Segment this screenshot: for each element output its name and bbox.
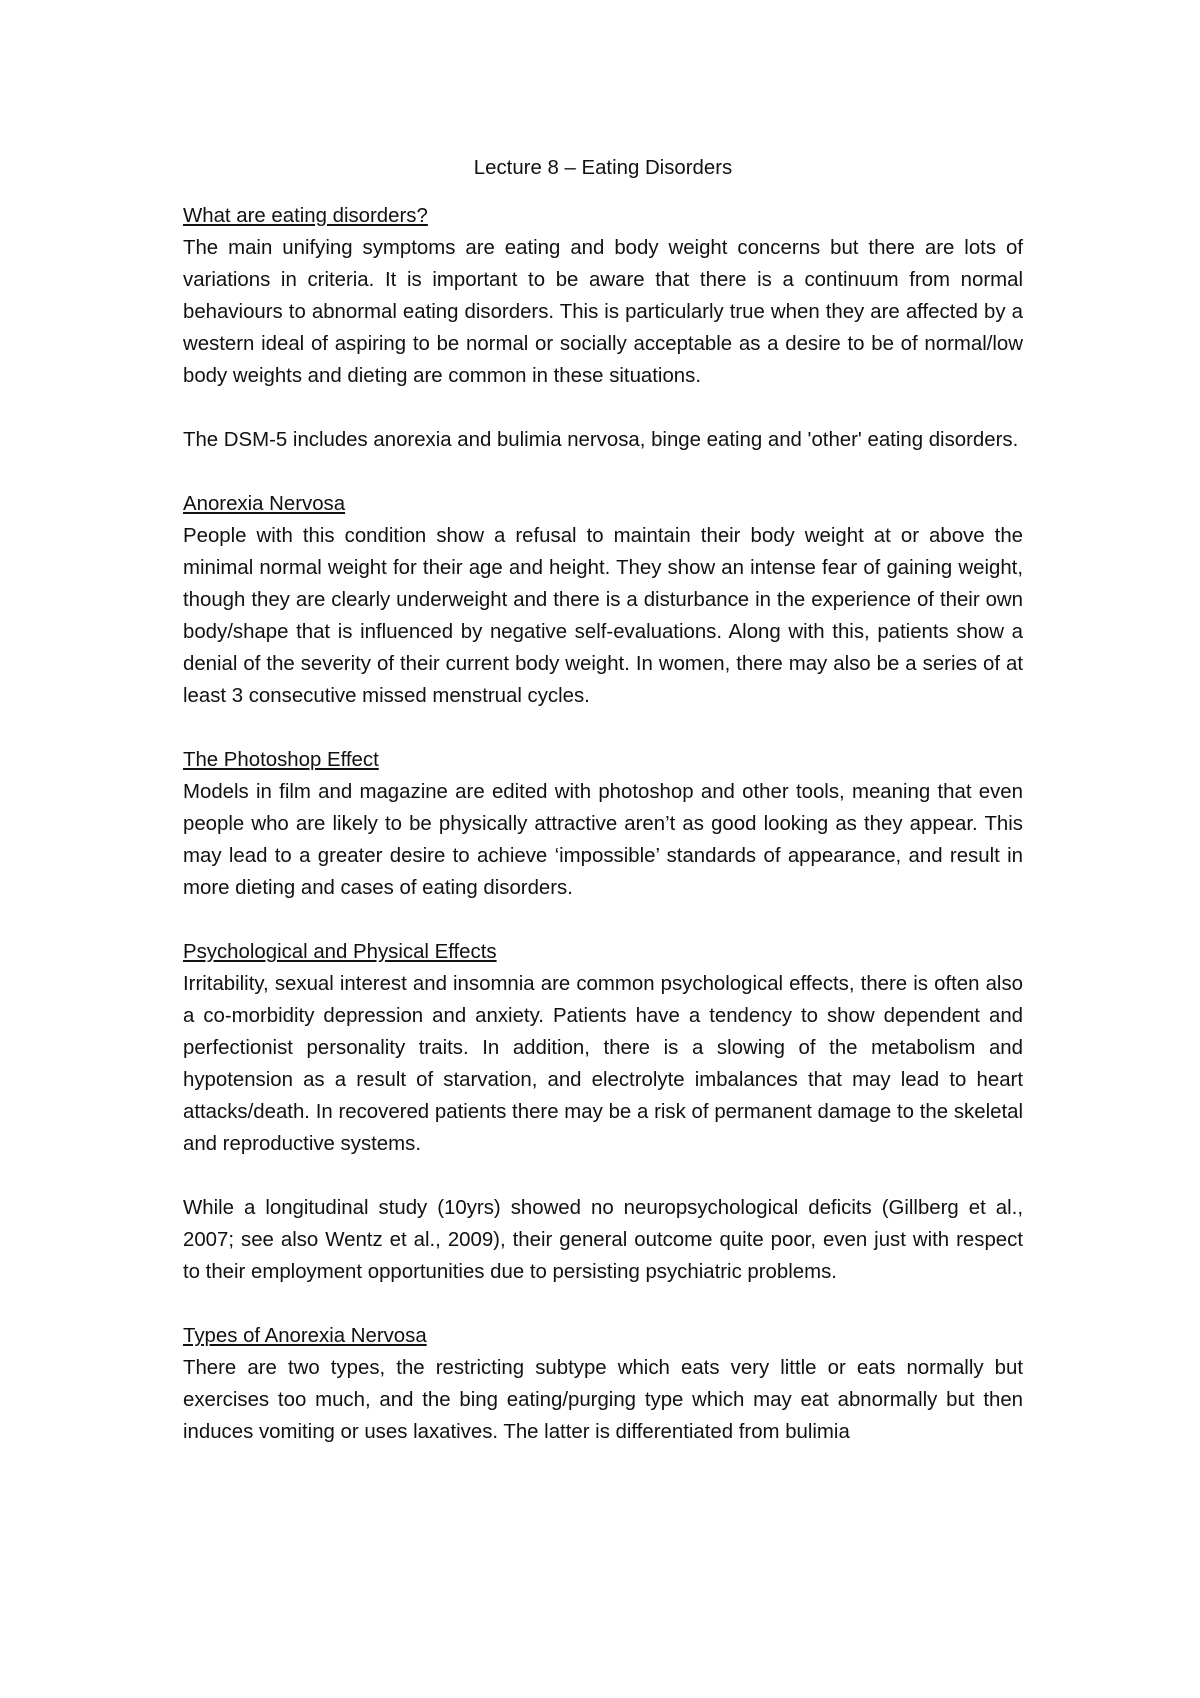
section-heading: Types of Anorexia Nervosa	[183, 1325, 427, 1347]
paragraph-spacer	[183, 1160, 1023, 1192]
section-paragraph: Irritability, sexual interest and insomnia are common psychological effects, there is often also a co-morbidity depression and anxiety. Patients have a tendency to show dependent and perfectionist personality traits. In addition, there is a slowing of the metabolism and hypotension as a result of starvation, and electrolyte imbalances that may lead to heart attacks/death. In recovered patients there may be a risk of permanent damage to the skeletal and reproductive systems.	[183, 973, 1023, 1155]
title-spacer	[183, 184, 1023, 200]
section-spacer	[183, 456, 1023, 488]
section-paragraph: The main unifying symptoms are eating and body weight concerns but there are lots of variations in criteria. It is important to be aware that there is a continuum from normal behaviours to abnormal eating disorders. This is particularly true when they are affected by a western ideal of aspiring to be normal or socially acceptable as a desire to be of normal/low body weights and dieting are common in these situations.	[183, 237, 1023, 387]
section-paragraph: There are two types, the restricting subtype which eats very little or eats normally but exercises too much, and the bing eating/purging type which may eat abnormally but then induces vomiting or uses laxatives. The latter is differentiated from bulimia	[183, 1357, 1023, 1443]
paragraph-spacer	[183, 392, 1023, 424]
section-anorexia-nervosa	[183, 488, 1023, 712]
section-spacer	[183, 904, 1023, 936]
section-heading: What are eating disorders?	[183, 205, 428, 227]
section-heading: The Photoshop Effect	[183, 749, 379, 771]
section-types-of-anorexia	[183, 1320, 1023, 1448]
section-paragraph: Models in film and magazine are edited with photoshop and other tools, meaning that even people who are likely to be physically attractive aren’t as good looking as they appear. This may lead to a greater desire to achieve ‘impossible’ standards of appearance, and result in more dieting and cases of eating disorders.	[183, 781, 1023, 899]
section-paragraph: People with this condition show a refusal to maintain their body weight at or above the minimal normal weight for their age and height. They show an intense fear of gaining weight, though they are clearly underweight and there is a disturbance in the experience of their own body/shape that is influenced by negative self-evaluations. Along with this, patients show a denial of the severity of their current body weight. In women, there may also be a series of at least 3 consecutive missed menstrual cycles.	[183, 525, 1023, 707]
section-what-are-eating-disorders	[183, 200, 1023, 456]
section-heading: Psychological and Physical Effects	[183, 941, 497, 963]
section-photoshop-effect	[183, 744, 1023, 904]
document-body	[183, 152, 1023, 1448]
section-paragraph: While a longitudinal study (10yrs) showed no neuropsychological deficits (Gillberg et al., 2007; see also Wentz et al., 2009), their general outcome quite poor, even just with respect to their employment opportunities due to persisting psychiatric problems.	[183, 1197, 1023, 1283]
section-spacer	[183, 1288, 1023, 1320]
document-title: Lecture 8 – Eating Disorders	[473, 157, 733, 179]
section-heading: Anorexia Nervosa	[183, 493, 346, 515]
section-psychological-physical-effects	[183, 936, 1023, 1288]
section-spacer	[183, 712, 1023, 744]
section-paragraph: The DSM-5 includes anorexia and bulimia nervosa, binge eating and 'other' eating disorders.	[183, 429, 1019, 451]
